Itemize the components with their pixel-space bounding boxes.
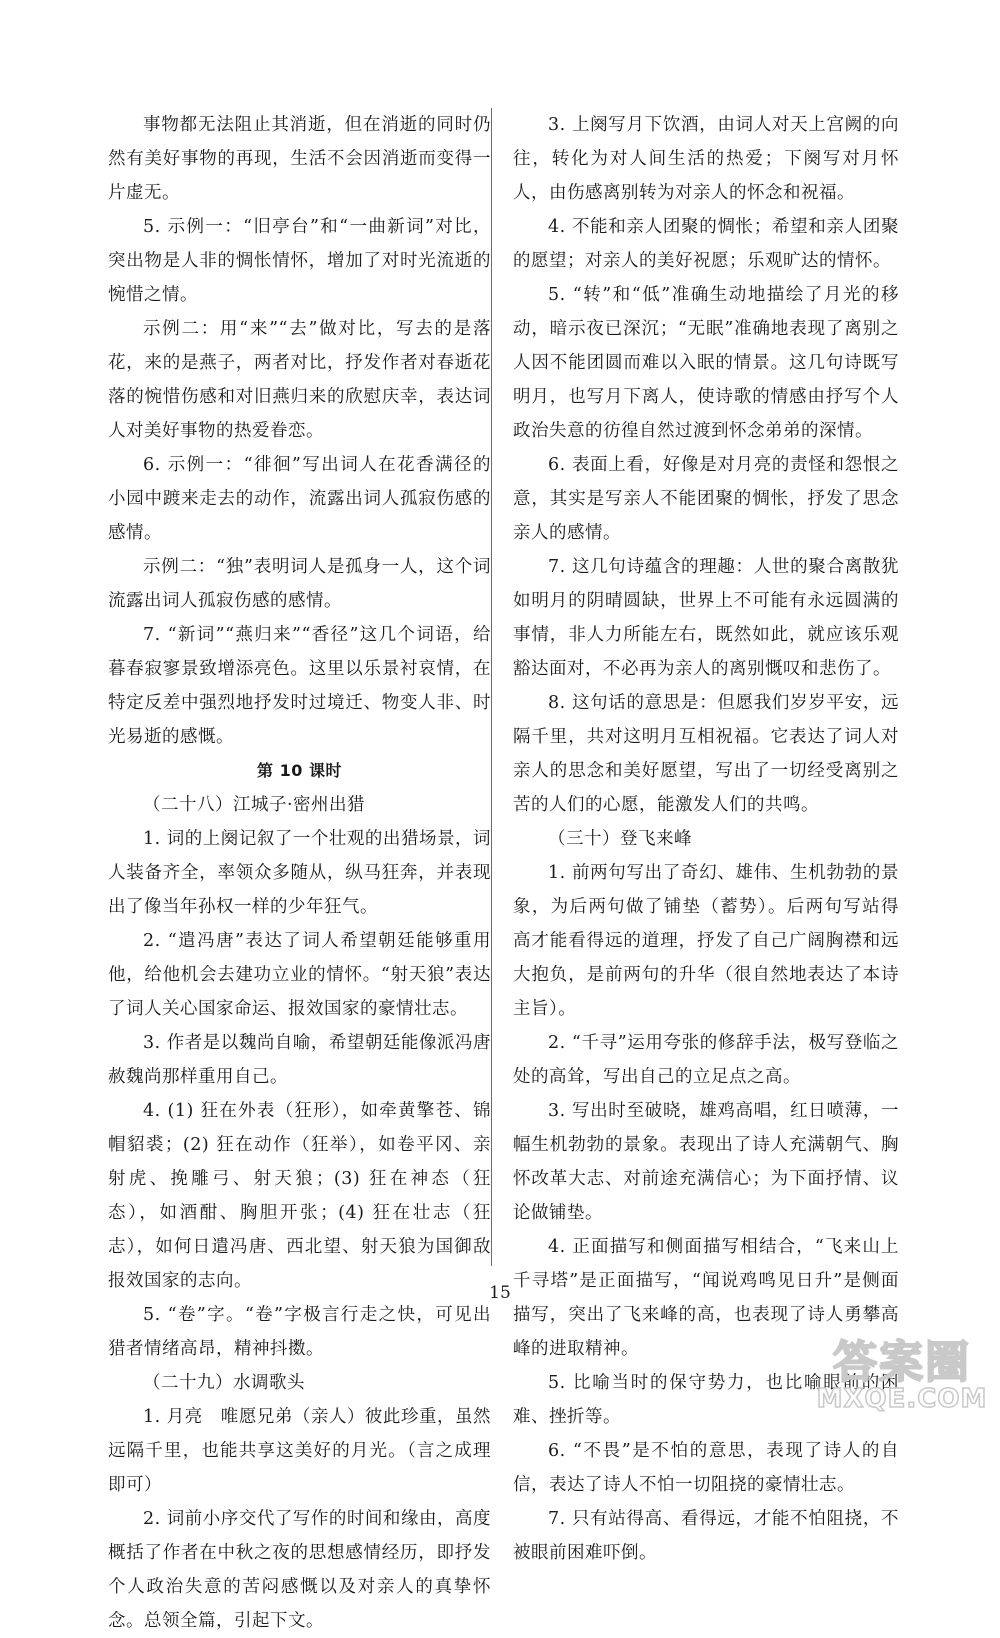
paragraph: 7. 这几句诗蕴含的理趣：人世的聚合离散犹如明月的阴晴圆缺，世界上不可能有永远圆满的事情，非人力所能左右，既然如此，就应该乐观豁达面对，不必再为亲人的离别慨叹和悲伤了。 xyxy=(513,557,899,679)
paragraph: 事物都无法阻止其消逝，但在消逝的同时仍然有美好事物的再现，生活不会因消逝而变得一片虚无。 xyxy=(108,115,491,203)
column-divider xyxy=(491,108,492,1266)
paragraph: 1. 词的上阕记叙了一个壮观的出猎场景，词人装备齐全，率领众多随从，纵马狂奔，并表现出了像当年孙权一样的少年狂气。 xyxy=(108,829,491,917)
paragraph: 5. “卷”字。“卷”字极言行走之快，可见出猎者情绪高昂，精神抖擞。 xyxy=(108,1305,491,1359)
watermark-word: 答案圈 xyxy=(833,1337,971,1388)
paragraph: 7. 只有站得高、看得远，才能不怕阻挠，不被眼前困难吓倒。 xyxy=(513,1509,899,1563)
section-heading: （三十）登飞来峰 xyxy=(548,829,692,849)
paragraph: 1. 月亮 唯愿兄弟（亲人）彼此珍重，虽然远隔千里，也能共享这美好的月光。（言之成理即可） xyxy=(108,1407,491,1495)
paragraph: 8. 这句话的意思是：但愿我们岁岁平安，远隔千里，共对这明月互相祝福。它表达了词人对亲人的思念和美好愿望，写出了一切经受离别之苦的人们的心愿，能激发人们的共鸣。 xyxy=(513,693,899,815)
paragraph: 2. 词前小序交代了写作的时间和缘由，高度概括了作者在中秋之夜的思想感情经历，即抒发个人政治失意的苦闷感慨以及对亲人的真挚怀念。总领全篇，引起下文。 xyxy=(108,1509,491,1631)
paragraph: 5. 比喻当时的保守势力，也比喻眼前的困难、挫折等。 xyxy=(513,1373,899,1427)
paragraph: 5. “转”和“低”准确生动地描绘了月光的移动，暗示夜已深沉；“无眠”准确地表现了离别之人因不能团圆而难以入眠的情景。这几句诗既写明月，也写月下离人，使诗歌的情感由抒写个人政治失意的彷徨自然过渡到怀念弟弟的深情。 xyxy=(513,285,899,441)
paragraph: 6. 示例一：“徘徊”写出词人在花香满径的小园中踱来走去的动作，流露出词人孤寂伤感的感情。 xyxy=(108,455,491,543)
paragraph: 7. “新词”“燕归来”“香径”这几个词语，给暮春寂寥景致增添亮色。这里以乐景衬哀情，在特定反差中强烈地抒发时过境迁、物变人非、时光易逝的感慨。 xyxy=(108,625,491,747)
paragraph: 2. “千寻”运用夸张的修辞手法，极写登临之处的高耸，写出自己的立足点之高。 xyxy=(513,1033,899,1087)
paragraph: 4. 不能和亲人团聚的惆怅；希望和亲人团聚的愿望；对亲人的美好祝愿；乐观旷达的情怀。 xyxy=(513,217,899,271)
section-heading: （二十九）水调歌头 xyxy=(143,1373,305,1393)
paragraph: 3. 上阕写月下饮酒，由词人对天上宫阙的向往，转化为对人间生活的热爱；下阕写对月怀人，由伤感离别转为对亲人的怀念和祝福。 xyxy=(513,115,899,203)
paragraph: 示例二：用“来”“去”做对比，写去的是落花，来的是燕子，两者对比，抒发作者对春逝花落的惋惜伤感和对旧燕归来的欣慰庆幸，表达词人对美好事物的热爱眷恋。 xyxy=(108,319,491,441)
lesson-title: 第 10 课时 xyxy=(257,761,342,780)
paragraph: 示例二：“独”表明词人是孤身一人，这个词流露出词人孤寂伤感的感情。 xyxy=(108,557,491,611)
paragraph: 6. 表面上看，好像是对月亮的责怪和怨恨之意，其实是写亲人不能团聚的惆怅，抒发了思念亲人的感情。 xyxy=(513,455,899,543)
paragraph: 3. 写出时至破晓，雄鸡高唱，红日喷薄，一幅生机勃勃的景象。表现出了诗人充满朝气、胸怀改革大志、对前途充满信心；为下面抒情、议论做铺垫。 xyxy=(513,1101,899,1223)
watermark-logo xyxy=(808,1330,996,1416)
page-number: 15 xyxy=(489,1283,511,1303)
paragraph: 4. 正面描写和侧面描写相结合，“飞来山上千寻塔”是正面描写，“闻说鸡鸣见日升”是侧面描写，突出了飞来峰的高，也表现了诗人勇攀高峰的进取精神。 xyxy=(513,1237,899,1359)
paragraph: 2. “遣冯唐”表达了词人希望朝廷能够重用他，给他机会去建功立业的情怀。“射天狼”表达了词人关心国家命运、报效国家的豪情壮志。 xyxy=(108,931,491,1019)
watermark-url: MXQE.COM xyxy=(816,1384,988,1414)
paragraph: 1. 前两句写出了奇幻、雄伟、生机勃勃的景象，为后两句做了铺垫（蓄势）。后两句写站得高才能看得远的道理，抒发了自己广阔胸襟和远大抱负，是前两句的升华（很自然地表达了本诗主旨）。 xyxy=(513,863,899,1019)
paragraph: 6. “不畏”是不怕的意思，表现了诗人的自信，表达了诗人不怕一切阻挠的豪情壮志。 xyxy=(513,1441,899,1495)
section-heading: （二十八）江城子·密州出猎 xyxy=(143,795,366,815)
paragraph: 4. (1) 狂在外表（狂形），如牵黄擎苍、锦帽貂裘；(2) 狂在动作（狂举），如卷平冈、亲射虎、挽雕弓、射天狼；(3) 狂在神态（狂态），如酒酣、胸胆开张；(4) 狂在壮志（狂志），如何日遣冯唐、西北望、射天狼为国御敌报效国家的志向。 xyxy=(108,1101,491,1291)
paragraph: 5. 示例一：“旧亭台”和“一曲新词”对比，突出物是人非的惆怅情怀，增加了对时光流逝的惋惜之情。 xyxy=(108,217,491,305)
paragraph: 3. 作者是以魏尚自喻，希望朝廷能像派冯唐赦魏尚那样重用自己。 xyxy=(108,1033,491,1087)
left-column xyxy=(108,108,491,1638)
